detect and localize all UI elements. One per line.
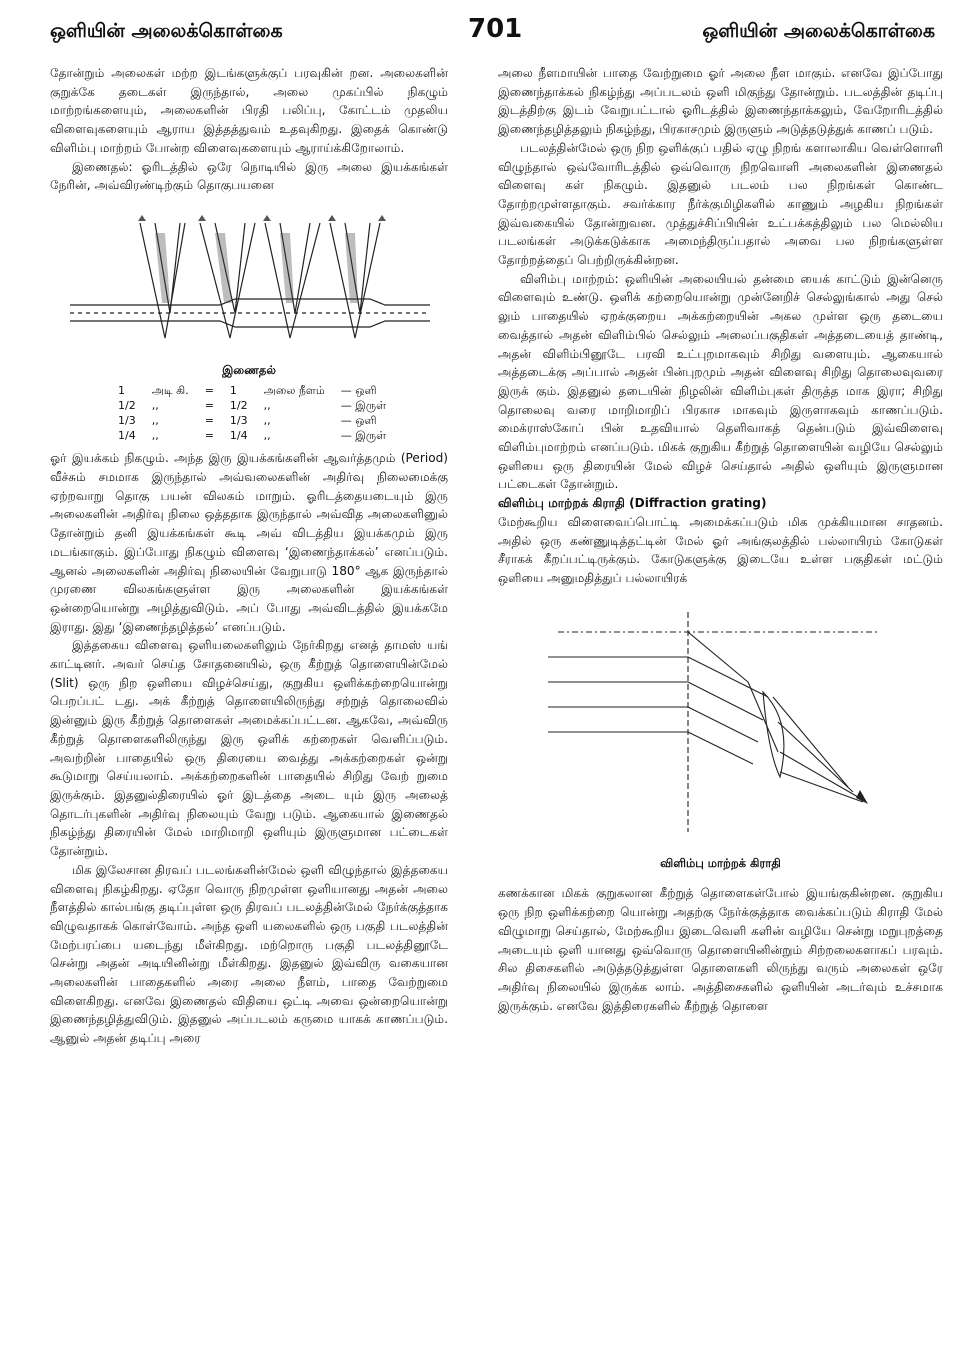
section-heading: விளிம்பு மாற்றக் கிராதி (Diffraction grating) (498, 496, 767, 511)
table-cell: 1/2 (118, 399, 136, 413)
paragraph: மேற்கூறிய விளைவைப்பொட்டி அமைக்கப்படும் மிக முக்கியமான சாதனம். அதில் ஒரு கண்ணுடித்தட்டின் மேல் ஓர் அங்குலத்தில் பல்லாயிரம் கோடுகள் சீராகக் கீறப்பட்டிருக்கும். கோடுகளுக்கு இடையே உள்ள பகுதிகள் மட்டும் ஒளியை அனுமதித்துப் பல்லாயிரக் (498, 514, 943, 585)
figure-caption: இணைதல் (222, 362, 276, 377)
table-cell: 1 (118, 384, 125, 398)
figure-caption: விளிம்பு மாற்றக் கிராதி (660, 855, 781, 870)
diffraction-grating-figure (518, 602, 898, 852)
table-cell: 1/3 (229, 414, 248, 428)
page-header (50, 14, 935, 48)
table-cell: = (204, 414, 214, 428)
table-cell: — ஒளி (340, 384, 377, 398)
table-cell: ,, (151, 414, 159, 428)
paragraph: கணக்கான மிகக் குறுகலான கீற்றுத் தொளைகள்போல் இயங்குகின்றன. குறுகிய ஒரு நிற ஒளிக்கற்றை யொன்று அதற்கு நேர்க்குத்தாக வைக்கப்படும் கிராதி மேல் விழுமாறு செய்தால், மேற்கூறிய இடைவெளி களின் வழியே சென்று மறுபுறத்தை அடையும் ஒளி யானது ஒவ்வொரு தொளையினின்றும் சிற்றலைகளாகப் பரவும். சில திசைகளில் அடுத்தடுத்துள்ள தொளைகளி லிருந்து வரும் அலைகள் ஒரே அதிர்வு நிலையில் இருக்க லாம். அத்திசைகளில் ஒளியின் அடர்வும் உச்சமாக இருக்கும். எனவே இத்திரைகளில் கீற்றுத் தொளை (498, 886, 943, 1013)
table-cell: ,, (151, 429, 159, 443)
paragraph: இணைதல்: ஓரிடத்தில் ஒரே நொடியில் இரு அலை இயக்கங்கள் நேரின், அவ்விரண்டிற்கும் தொகுபயனை (50, 159, 448, 193)
table-row (110, 398, 394, 413)
table-cell: ,, (263, 414, 271, 428)
table-cell: — இருள் (340, 429, 387, 443)
paragraph: இத்தகைய விளைவு ஒளியலைகளிலும் நேர்கிறது எனத் தாமஸ் யங் காட்டினர். அவர் செய்த சோதனையில், ஒரு கீற்றுத் தொளையின்மேல் (Slit) ஒரு நிற ஒளியை விழச்செய்து, குறுகிய ஒளிக்கற்றையொன்று பெறப்பட் டது. அக் கீற்றுத் தொளையிலிருந்து சற்றுத் தொலைவில் இன்னும் இரு கீற்றுத் தொளைகள் அமைக்கப்பட்டன. ஆகவே, அவ்விரு கீற்றுத் தொளைகளிலிருந்து இரு ஒளிக் கற்றைகள் வெளிப்படும். அவற்றின் பாதையில் ஒரு திரையை வைத்து அக்கற்றைகள் ஒன்று கூடுமாறு செய்யலாம். அக்கற்றைகளின் பாதையில் சிறிது வேற் றுமை இருக்கும். இதனுல்திரையில் ஓர் இடத்தை அடை யும் இரு அலைத் தொடர்புகளின் அதிர்வு நிலையும் வேறு படும். ஆகையால் இணைதல் நிகழ்ந்து திரையின் மேல் மாறிமாறி ஒளியும் இருளுமான பட்டைகள் தோன்றும். (50, 638, 448, 859)
table-cell: — இருள் (340, 399, 387, 413)
paragraph: விளிம்பு மாற்றம்: ஒளியின் அலையியல் தன்மை யைக் காட்டும் இன்னெரு விளைவும் உண்டு. ஒளிக் கற்றையொன்று முன்னேறிச் செல்லுங்கால் அது செல் லும் பாதையில் ஏறக்குறைய அக்கற்றையின் அகல முள்ள ஒரு தடையை வைத்தால் அதன் விளிம்பில் செல்லும் அலைப்பகுதிகள் அத்தடையைத் தாண்டி, அதன் விளிம்பினூடே பரவி உட்புறமாகவும் சிறிது வளையும். ஆகையால் அத்தடைக்கு அப்பால் அதன் பின்புறமும் அதன் விளைவு சிறிது தொலைவுவரை இருக் கும். இதனுல் தடையின் நிழலின் விளிம்புகள் திருத்த மாக இரா; சிறிது தொலைவு வரை மாறிமாறிப் பிரகாச மாகவும் இருளாகவும் காணப்படும். மைக்ராஸ்கோப் பின் உதவியால் தெளிவாகத் தென்படும் இவ்விளைவு விளிம்புமாற்றம் எனப்படும். மிகக் குறுகிய கீற்றுத் தொளையின் வழியே செல்லும் ஒளியை ஒரு திரையின் மேல் விழச் செய்தால் அதில் ஒளியும் இருளுமான பட்டைகள் தோன்றும். (498, 271, 943, 492)
table-cell: அலை நீளம் (263, 384, 325, 398)
paragraph: மிக இலேசான திரவப் படலங்களின்மேல் ஒளி விழுந்தால் இத்தகைய விளைவு நிகழ்கிறது. ஏதோ வொரு நிறமுள்ள ஒளியானது அதன் அலை நீளத்தில் கால்பங்கு தடிப்புள்ள ஒரு திரவப் படலத்தின்மேல் நேர்க்குத்தாக விழுவதாகக் கொள்வோம். அந்த ஒளி யலைகளில் ஒரு பகுதி படலத்தின் மேற்பரப்பை யடைந்து மீள்கிறது. மற்றொரு பகுதி படலத்தினூடே சென்று அதன் அடியினின்று மீள்கிறது. இதனுல் இவ்விரு வகையான அலைகளின் பாதைகளில் அரை அலை நீளம், பாதை வேற்றுமை விளைகிறது. எனவே இணைதல் விதியை ஒட்டி அவை ஒன்றையொன்று இணைந்தழித்துவிடும். இதனுல் அப்படலம் கருமை யாகக் காணப்படும். ஆனுல் அதன் தடிப்பு அரை (50, 862, 448, 1046)
table-cell: அடி கி. (151, 384, 189, 398)
left-column (50, 64, 448, 1048)
table-row (110, 383, 394, 398)
page-number: 701 (468, 14, 523, 44)
running-title-right: ஒளியின் அலைக்கொள்கை (702, 20, 935, 42)
interference-figure (50, 203, 448, 353)
table-cell: = (204, 429, 214, 443)
paragraph: ஓர் இயக்கம் நிகழும். அந்த இரு இயக்கங்களின் ஆவர்த்தமும் (Period) வீச்சும் சமமாக இருந்தால் அவ்வலைகளின் அதிர்வு நிலைமைக்கு ஏற்றவாறு தொகு பயன் விலகம் மாறும். ஓரிடத்தையடையும் இரு அலைகளின் அதிர்வு நிலை ஒத்ததாக இருந்தால் அவ்வித அலைகளினுல் தோன்றும் தனி இயக்கங்கள் கூடி அவ் விடத்திய இயக்கமும் இரு மடங்காகும். இப்போது நிகழும் விளைவு ‘இணைந்தாக்கல்’ எனப்படும். ஆனல் அலைகளின் அதிர்வு நிலையின் வேறுபாடு 180° ஆக இருந்தால் முரணை விலகங்களுள்ள இரு அலைகளின் இயக்கங்கள் ஒன்றையொன்று அழித்துவிடும். அப் போது அவ்விடத்தில் இயக்கமே இராது. இது ‘இணைந்தழித்தல்’ எனப்படும். (50, 451, 448, 634)
table-cell: 1/2 (229, 399, 248, 413)
paragraph: தோன்றும் அலைகள் மற்ற இடங்களுக்குப் பரவுகின் றன. அலைகளின் குறுக்கே தடைகள் இருந்தால், அலை முகப்பில் நிகழும் மாற்றங்களையும், அலைகளின் பிரதி பலிப்பு, கோட்டம் முதலிய விளைவுகளையும் ஆராய இத்தத்துவம் உதவுகிறது. இதைக் கொண்டு விளிம்பு மாற்றம் போன்ற விளைவுகளையும் ஆராய்க்கிறோலாம். (50, 66, 448, 155)
table-cell: ,, (151, 399, 159, 413)
table-cell: 1/4 (118, 429, 136, 443)
table-cell: = (204, 384, 214, 398)
table-cell: 1/3 (118, 414, 136, 428)
table-cell: — ஒளி (340, 414, 377, 428)
paragraph: அலை நீளமாயின் பாதை வேற்றுமை ஓர் அலை நீள மாகும். எனவே இப்போது இணைந்தாக்கல் நிகழ்ந்து அப்படலம் ஒளி மிகுந்து தோன்றும். படலத்தின் தடிப்பு இடத்திற்கு இடம் வேறுபட்டால் ஓரிடத்தில் இணைந்தாக்கலும், வேறோரிடத்தில் இணைந்தழித்தலும் நிகழ்ந்து, பிரகாசமும் இருளும் அடுத்தடுத்துக் காணப் படும். (498, 66, 943, 137)
interference-table (110, 383, 394, 443)
table-cell: = (204, 399, 214, 413)
table-cell: ,, (263, 429, 271, 443)
running-title-left: ஒளியின் அலைக்கொள்கை (50, 20, 283, 42)
table-cell: ,, (263, 399, 271, 413)
paragraph: படலத்தின்மேல் ஒரு நிற ஒளிக்குப் பதில் ஏழு நிறங் களாலாகிய வெள்ளொளி விழுந்தால் ஒவ்வோரிடத்தில் ஒவ்வொரு நிறவொளி அலைகளின் இணைதல் விளைவு கள் நிகழும். இதனுல் படலம் பல நிறங்கள் கொண்ட தோற்றமுள்ளதாகும். சவர்க்கார நீர்க்குமிழிகளில் காணும் அழகிய நிறங்கள் இவ்வகையில் தோன்றுவன. முத்துச்சிப்பியின் உட்பக்கத்திலும் பல மெல்லிய படலங்கள் அடுக்கடுக்காக அமைந்திருப்பதால் அவை பல நிறங்களுள்ள தோற்றத்தைப் பெற்றிருக்கின்றன. (498, 140, 943, 268)
table-cell: 1 (229, 384, 237, 398)
table-cell: 1/4 (229, 429, 248, 443)
table-row (110, 413, 394, 428)
right-column (498, 64, 943, 1015)
table-row (110, 428, 394, 443)
